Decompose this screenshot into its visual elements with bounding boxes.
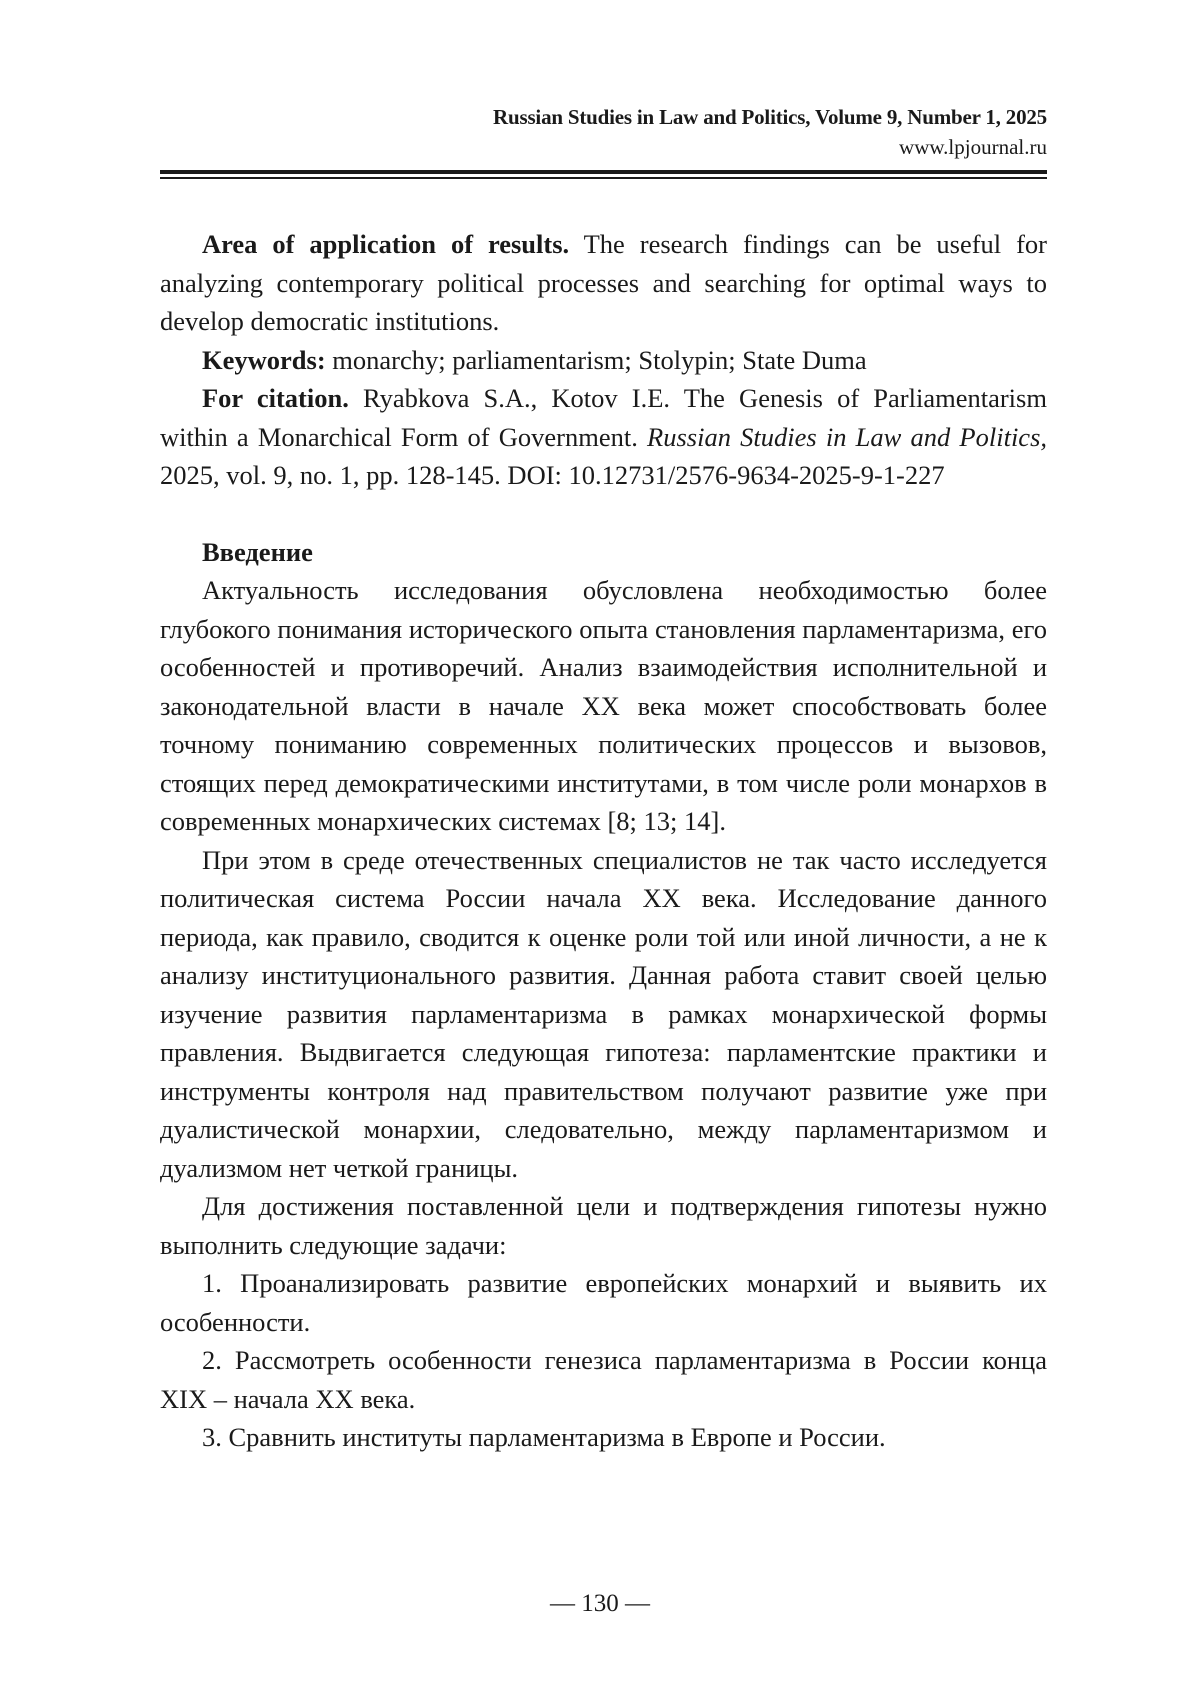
citation-paragraph bbox=[160, 379, 1047, 495]
task-item: 1. Проанализировать развитие европейских монархий и выявить их особенности. bbox=[160, 1268, 1047, 1337]
citation-text-1: Ryabkova S.A., Kotov I.E. The Genesis of Parliamentarism within a Monarchical Form of Government. bbox=[160, 383, 1047, 452]
page-body bbox=[160, 225, 1047, 1457]
header-rule-thick bbox=[160, 170, 1047, 174]
header-rule-thin bbox=[160, 177, 1047, 179]
body-paragraph: Актуальность исследования обусловлена необходимостью более глубокого понимания исторического опыта становления парламентаризма, его особенностей и противоречий. Анализ взаимодействия исполнительной и законодательной власти в начале XX века может способствовать более точному пониманию современных политических процессов и вызовов, стоящих перед демократическими институтами, в том числе роли монархов в современных монархических системах [8; 13; 14]. bbox=[160, 575, 1047, 836]
body-paragraph: Для достижения поставленной цели и подтверждения гипотезы нужно выполнить следующие задачи: bbox=[160, 1191, 1047, 1260]
application-paragraph bbox=[160, 225, 1047, 341]
task-item: 2. Рассмотреть особенности генезиса парламентаризма в России конца XIX – начала XX века. bbox=[160, 1345, 1047, 1414]
citation-label: For citation. bbox=[202, 383, 349, 413]
application-text: The research findings can be useful for analyzing contemporary political processes and searching for optimal ways to develop democratic institutions. bbox=[160, 229, 1047, 336]
citation-text-2: 2025, vol. 9, no. 1, pp. 128-145. DOI: 10.12731/2576-9634-2025-9-1-227 bbox=[160, 460, 945, 490]
keywords-label: Keywords: bbox=[202, 344, 326, 375]
body-paragraph: При этом в среде отечественных специалистов не так часто исследуется политическая система России начала XX века. Исследование данного периода, как правило, сводится к оценке роли той или иной личности, а не к анализу институционального развития. Данная работа ставит своей целью изучение развития парламентаризма в рамках монархической формы правления. Выдвигается следующая гипотеза: парламентские практики и инструменты контроля над правительством получают развитие уже при дуалистической монархии, следовательно, между парламентаризмом и дуализмом нет четкой границы. bbox=[160, 844, 1047, 1183]
section-heading: Введение bbox=[202, 536, 313, 567]
keywords-text: monarchy; parliamentarism; Stolypin; State Duma bbox=[325, 344, 867, 375]
application-label: Area of application of results. bbox=[202, 229, 570, 259]
task-item: 3. Сравнить институты парламентаризма в Европе и России. bbox=[202, 1422, 886, 1452]
page-number: — 130 — bbox=[550, 1590, 650, 1617]
keywords-paragraph bbox=[160, 341, 1047, 380]
journal-url: www.lpjournal.ru bbox=[899, 135, 1047, 159]
journal-title: Russian Studies in Law and Politics, Volume 9, Number 1, 2025 bbox=[493, 105, 1047, 129]
section-gap bbox=[160, 495, 1047, 533]
running-header bbox=[160, 102, 1047, 162]
citation-journal: Russian Studies in Law and Politics, bbox=[647, 421, 1048, 452]
